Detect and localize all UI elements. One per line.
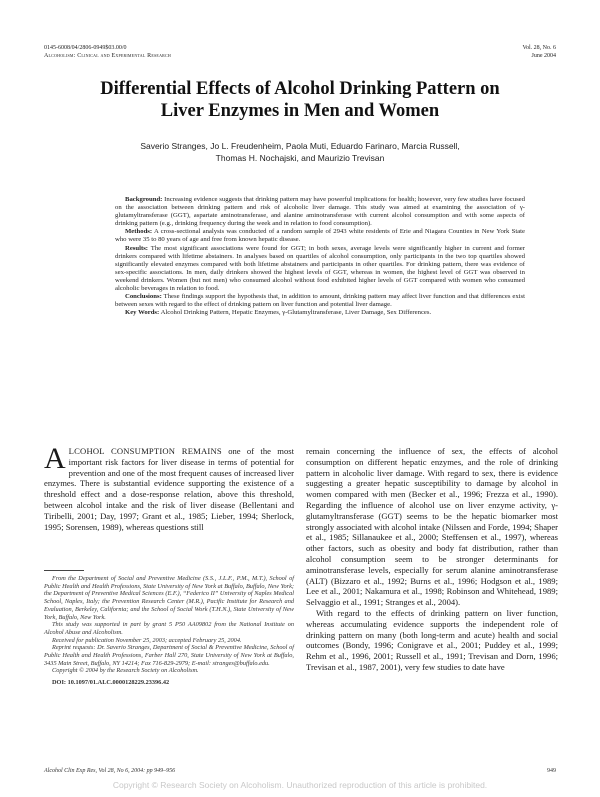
conclusions-text: These findings support the hypothesis that, in addition to amount, drinking pattern may affect liver function and that differences exist between sexes with regard to the effect of drinking pattern on liver function and potential liver damage.	[115, 293, 525, 309]
article-title	[40, 78, 560, 122]
abstract-results	[115, 245, 525, 294]
body-column-right	[306, 446, 558, 673]
issn-code: 0145-6008/04/2806-0949$03.00/0	[44, 45, 127, 51]
results-label: Results:	[125, 244, 149, 252]
conclusions-label: Conclusions:	[125, 293, 162, 301]
methods-text: A cross-sectional analysis was conducted of a random sample of 2943 white residents of Erie and Niagara Counties in New York State who were 35 to 80 years of age and free from known hepatic disease.	[115, 228, 525, 244]
lead-in-caps: LCOHOL CONSUMPTION REMAINS	[68, 446, 222, 456]
abstract-conclusions	[115, 293, 525, 309]
authors-line-2: Thomas H. Nochajski, and Maurizio Trevisan	[215, 153, 385, 163]
body-column-left	[44, 442, 294, 532]
title-line-1: Differential Effects of Alcohol Drinking Pattern on	[100, 79, 500, 99]
page-number: 949	[547, 768, 556, 774]
journal-name: Alcoholism: Clinical and Experimental Research	[44, 53, 171, 59]
intro-text: one of the most important risk factors for liver disease in terms of potential for prevention and one of the most frequent causes of increased liver enzymes. There is substantial evidence supporting the existence of a threshold effect and a dose-response relation, above this threshold, between alcohol intake and the risk of liver disease (Bellentani and Tiribelli, 2001; Day, 1997; Grant et al., 1985; Lieber, 1994; Sherlock, 1995; Sorensen, 1989), whereas questions still	[44, 446, 294, 532]
reprint-note: Reprint requests: Dr. Saverio Stranges, Department of Social & Preventive Medicine, School of Public Health and Health Professions, Farber Hall 270, State University of New York at Buffalo, 3435 Main Street, Buffalo, NY 14214; Fax 716-829-2979; E-mail: stranges@buffalo.edu.	[44, 644, 294, 667]
abstract-keywords	[115, 309, 525, 317]
support-note: This study was supported in part by grant 5 P50 AA09802 from the National Institute on Alcohol Abuse and Alcoholism.	[44, 621, 294, 636]
methods-label: Methods:	[125, 228, 153, 236]
affiliations-note: From the Department of Social and Preventive Medicine (S.S., J.L.F., P.M., M.T.), School of Public Health and Health Professions, State University of New York at Buffalo, Buffalo, New York; the Department of Preventive Medical Sciences (E.F.), “Federico II” University of Naples Medical School, Naples, Italy; the Prevention Research Center (M.R.), Pacific Institute for Research and Evaluation, Berkeley, California; and the School of Social Work (T.H.N.), State University of New York, Buffalo, New York.	[44, 575, 294, 621]
body-paragraph-2: With regard to the effects of drinking pattern on liver function, whereas accumulating evidence supports the independent role of drinking pattern on many (both long-term and acute) health and social outcomes (Bondy, 1996; Conigrave et al., 2001; Puddey et al., 1999; Rehm et al., 1996, 2001; Russell et al., 1991; Trevisan and Dorn, 1996; Trevisan et al., 1987, 2001), very few studies to date have	[306, 607, 558, 672]
abstract-background	[115, 196, 525, 228]
abstract	[115, 196, 525, 317]
authors-line-1: Saverio Stranges, Jo L. Freudenheim, Paola Muti, Eduardo Farinaro, Marcia Russell,	[140, 141, 460, 151]
title-line-2: Liver Enzymes in Men and Women	[160, 101, 440, 121]
drop-cap: A	[44, 442, 66, 475]
body-paragraph-1: remain concerning the influence of sex, the effects of alcohol consumption on different hepatic enzymes, and the role of drinking pattern in alcoholic liver damage. With regard to sex, there is evidence suggesting a greater hepatic susceptibility to damage by alcohol in women compared with men (Becker et al., 1996; Frezza et al., 1990). Regarding the influence of alcohol use on liver enzyme activity, γ-glutamyltransferase (GGT) seems to be the hepatic biomarker most strongly associated with alcohol intake (Nilssen and Forde, 1994; Shaper et al., 1985; Sillanaukee et al., 2000; Steffensen et al., 1997), whereas other factors, such as obesity and body fat distribution, rather than alcohol consumption seem to be stronger determinants for aminotransferase levels, especially for serum alanine aminotransferase (ALT) (Bizzaro et al., 1992; Burns et al., 1996; Hodgson et al., 1989; Lee et al., 2001; Nakamura et al., 1998; Robinson and Whitehead, 1989; Selvaggio et al., 1991; Stranges et al., 2004).	[306, 446, 558, 608]
intro-paragraph	[44, 442, 294, 532]
citation-footer: Alcohol Clin Exp Res, Vol 28, No 6, 2004: pp 949–956	[44, 768, 176, 774]
footnotes	[44, 575, 294, 687]
issue-date: June 2004	[531, 53, 556, 59]
author-list	[100, 140, 500, 164]
keywords-label: Key Words:	[125, 309, 160, 317]
doi-link[interactable]: DOI: 10.1097/01.ALC.0000128229.23396.42	[52, 679, 170, 687]
volume-issue: Vol. 28, No. 6	[522, 45, 556, 51]
results-text: The most significant associations were found for GGT; in both sexes, average levels were significantly higher in current and former drinkers compared with lifetime abstainers. In analyses based on quartiles of alcohol consumption, only participants in the two top quartiles showed significantly elevated enzymes compared with both lifetime abstainers and participants in other quartiles. For drinking pattern, there was evidence of sex-specific associations. In men, daily drinkers showed the highest levels of GGT, whereas in women, the highest level of GGT was observed in weekend drinkers. Women (but not men) who consumed alcohol without food exhibited higher levels of GGT compared with women who consumed alcoholic beverages in relation to food.	[115, 244, 525, 293]
keywords-text: Alcohol Drinking Pattern, Hepatic Enzymes, γ-Glutamyltransferase, Liver Damage, Sex Differences.	[160, 309, 432, 317]
copyright-watermark: Copyright © Research Society on Alcoholism. Unauthorized reproduction of this article is prohibited.	[112, 780, 488, 790]
copyright-note: Copyright © 2004 by the Research Society on Alcoholism.	[52, 667, 199, 675]
abstract-methods	[115, 228, 525, 244]
running-header-right	[522, 44, 556, 60]
background-text: Increasing evidence suggests that drinking pattern may have powerful implications for health; however, very few studies have focused on the association between drinking pattern and risk of alcoholic liver damage. This study was aimed at examining the association of γ-glutamyltransferase (GGT), aspartate aminotransferase, and alanine aminotransferase with current alcohol consumption and with some aspects of drinking pattern (e.g., drinking frequency during the week and in relation to food consumption).	[115, 196, 525, 228]
background-label: Background:	[125, 196, 163, 203]
received-note: Received for publication November 25, 2003; accepted February 25, 2004.	[52, 636, 242, 644]
running-header-left	[44, 44, 171, 60]
footnote-rule	[44, 570, 84, 571]
